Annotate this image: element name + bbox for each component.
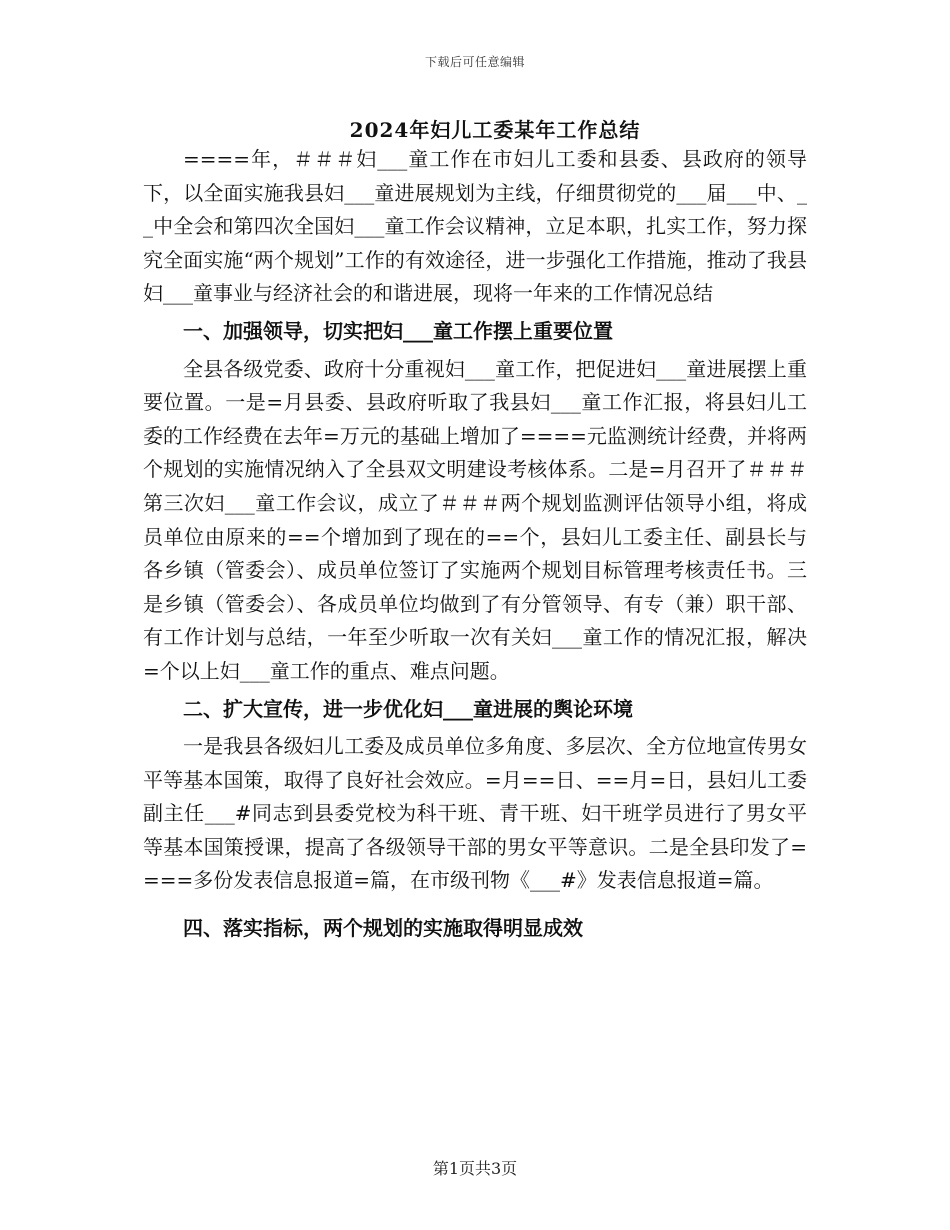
section-2-heading: 二、扩大宣传，进一步优化妇___童进展的舆论环境 [183, 696, 633, 721]
section-1-heading: 一、加强领导，切实把妇___童工作摆上重要位置 [183, 318, 613, 343]
section-1-paragraph: 全县各级党委、政府十分重视妇___童工作，把促进妇___童进展摆上重要位置。一是=月县委、县政府听取了我县妇___童工作汇报，将县妇儿工委的工作经费在去年=万元的基础上增加了====元监测统计经费，并将两个规划的实施情况纳入了全县双文明建设考核体系。二是=月召开了＃＃＃第三次妇___童工作会议，成立了＃＃＃两个规划监测评估领导小组，将成员单位由原来的==个增加到了现在的==个，县妇儿工委主任、副县长与各乡镇（管委会）、成员单位签订了实施两个规划目标管理考核责任书。三是乡镇（管委会）、各成员单位均做到了有分管领导、有专（兼）职干部、有工作计划与总结，一年至少听取一次有关妇___童工作的情况汇报，解决=个以上妇___童工作的重点、难点问题。 [143, 356, 807, 683]
document-title: 2024年妇儿工委某年工作总结 [349, 118, 641, 142]
document-body [143, 143, 807, 950]
intro-paragraph: ====年，＃＃＃妇___童工作在市妇儿工委和县委、县政府的领导下，以全面实施我县妇___童进展规划为主线，仔细贯彻党的___届___中、__中全会和第四次全国妇___童工作会议精神，立足本职，扎实工作，努力探究全面实施“两个规划”工作的有效途径，进一步强化工作措施，推动了我县妇___童事业与经济社会的和谐进展，现将一年来的工作情况总结 [143, 147, 807, 306]
section-2-paragraph: 一是我县各级妇儿工委及成员单位多角度、多层次、全方位地宣传男女平等基本国策，取得了良好社会效应。=月==日、==月=日，县妇儿工委副主任___#同志到县委党校为科干班、青干班、妇干班学员进行了男女平等基本国策授课，提高了各级领导干部的男女平等意识。二是全县印发了====多份发表信息报道=篇，在市级刊物《___#》发表信息报道=篇。 [143, 734, 807, 893]
page-number: 第1页共3页 [432, 1159, 518, 1178]
header-note: 下载后可任意编辑 [424, 55, 525, 69]
section-4-heading: 四、落实指标，两个规划的实施取得明显成效 [183, 916, 583, 941]
